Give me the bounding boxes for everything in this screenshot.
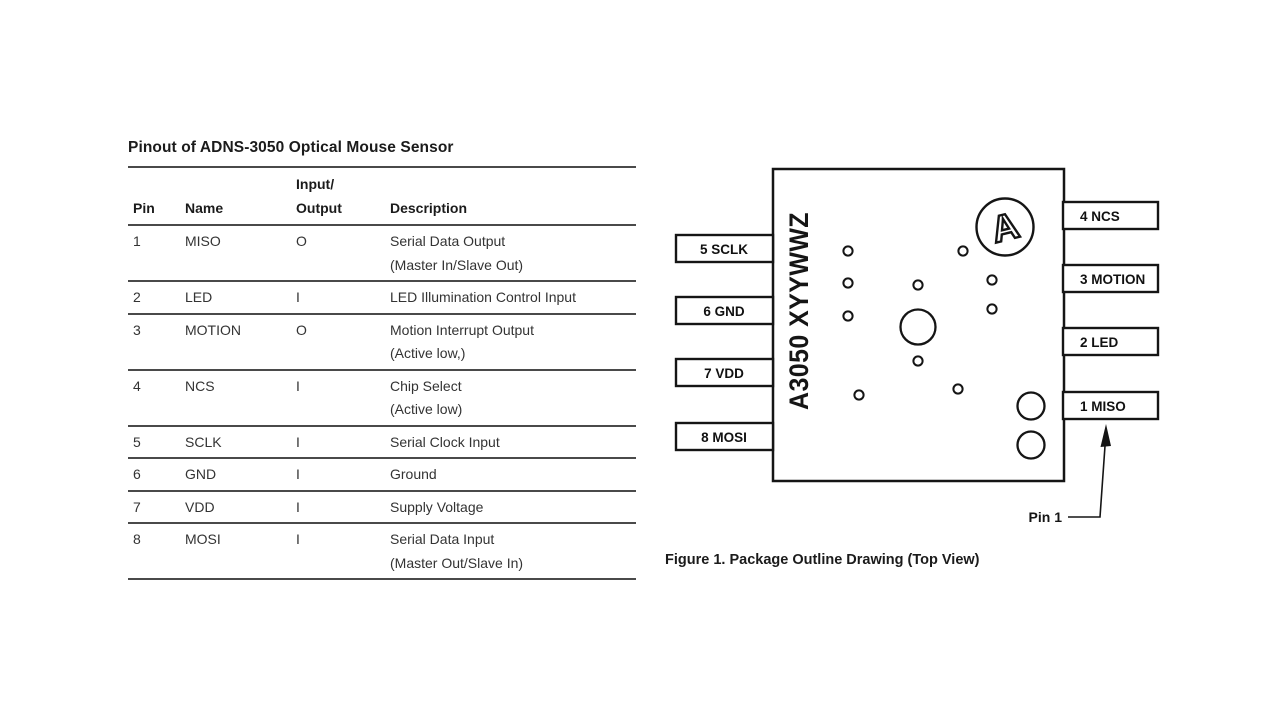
cell-pin: 7: [133, 498, 141, 515]
pin1-callout-label: Pin 1: [1028, 509, 1062, 525]
pinout-table: [128, 166, 636, 580]
cell-io: I: [296, 466, 300, 482]
cell-description: Ground: [390, 466, 437, 482]
center-aperture-circle: [901, 310, 936, 345]
chip-marking-text: A3050 XYYWWZ: [784, 195, 814, 410]
column-header-name: Name: [185, 199, 224, 216]
cell-pin: 8: [133, 531, 141, 547]
cell-pin: 4: [133, 377, 141, 394]
corner-circle-lower: [1018, 432, 1045, 459]
cell-io: O: [296, 233, 307, 249]
package-outline-figure: [660, 160, 1200, 590]
pin-label: 2 LED: [1080, 335, 1119, 350]
pin-label: 7 VDD: [704, 366, 744, 381]
cell-name: MOSI: [185, 531, 221, 547]
pin-label: 3 MOTION: [1080, 272, 1146, 287]
table-title: Pinout of ADNS-3050 Optical Mouse Sensor: [128, 139, 454, 156]
column-header-io: [296, 173, 390, 220]
pin-label: 8 MOSI: [701, 430, 747, 445]
cell-io: I: [296, 289, 300, 305]
cell-description: Serial Data Input (Master Out/Slave In): [390, 531, 524, 571]
pin-box-6-gnd: [676, 297, 773, 324]
column-header-pin: Pin: [133, 199, 155, 216]
table-row: [128, 282, 636, 315]
pin-label: 5 SCLK: [699, 242, 749, 257]
column-header-description: Description: [390, 199, 468, 216]
pin-box-7-vdd: [676, 359, 773, 386]
pin1-arrow: [1068, 424, 1111, 517]
table-row: [128, 427, 636, 460]
pin-label: 1 MISO: [1080, 399, 1126, 414]
table-row: [128, 524, 636, 580]
corner-circle-upper: [1018, 393, 1045, 420]
column-header-io-line2: Output: [296, 199, 342, 216]
column-header-io-line1: Input/: [296, 176, 335, 192]
cell-pin: 5: [133, 433, 141, 450]
cell-pin: 2: [133, 289, 141, 305]
figure-caption: Figure 1. Package Outline Drawing (Top View): [665, 552, 980, 568]
cell-name: MOTION: [185, 321, 241, 338]
table-header-row: [128, 168, 636, 226]
cell-description: Motion Interrupt Output (Active low,): [390, 321, 534, 361]
pin-box-4-ncs: [1063, 202, 1158, 229]
cell-name: LED: [185, 289, 213, 305]
vendor-logo-icon: [977, 199, 1034, 256]
table-row: [128, 459, 636, 492]
table-row: [128, 226, 636, 282]
pin-box-3-motion: [1063, 265, 1158, 292]
cell-name: NCS: [185, 377, 215, 394]
cell-io: I: [296, 377, 300, 394]
cell-pin: 3: [133, 321, 141, 338]
pin-label: 6 GND: [703, 304, 745, 319]
cell-pin: 1: [133, 233, 141, 249]
cell-name: VDD: [185, 498, 215, 515]
cell-description: LED Illumination Control Input: [390, 289, 576, 305]
vendor-logo-letter: A: [987, 204, 1024, 251]
cell-description: Serial Data Output (Master In/Slave Out): [390, 233, 524, 273]
cell-name: MISO: [185, 233, 221, 249]
cell-description: Serial Clock Input: [390, 433, 500, 450]
cell-io: I: [296, 531, 300, 547]
cell-description: Chip Select (Active low): [390, 377, 463, 417]
cell-io: I: [296, 498, 300, 515]
pin-box-1-miso: [1063, 392, 1158, 419]
pin-box-5-sclk: [676, 235, 773, 262]
cell-name: SCLK: [185, 433, 222, 450]
cell-io: O: [296, 321, 307, 338]
pin-box-2-led: [1063, 328, 1158, 355]
table-row: [128, 315, 636, 371]
pin-box-8-mosi: [676, 423, 773, 450]
table-row: [128, 371, 636, 427]
cell-pin: 6: [133, 466, 141, 482]
pin-label: 4 NCS: [1080, 209, 1120, 224]
pinout-table-section: [128, 139, 636, 580]
cell-name: GND: [185, 466, 217, 482]
cell-io: I: [296, 433, 300, 450]
table-row: [128, 492, 636, 525]
cell-description: Supply Voltage: [390, 498, 484, 515]
